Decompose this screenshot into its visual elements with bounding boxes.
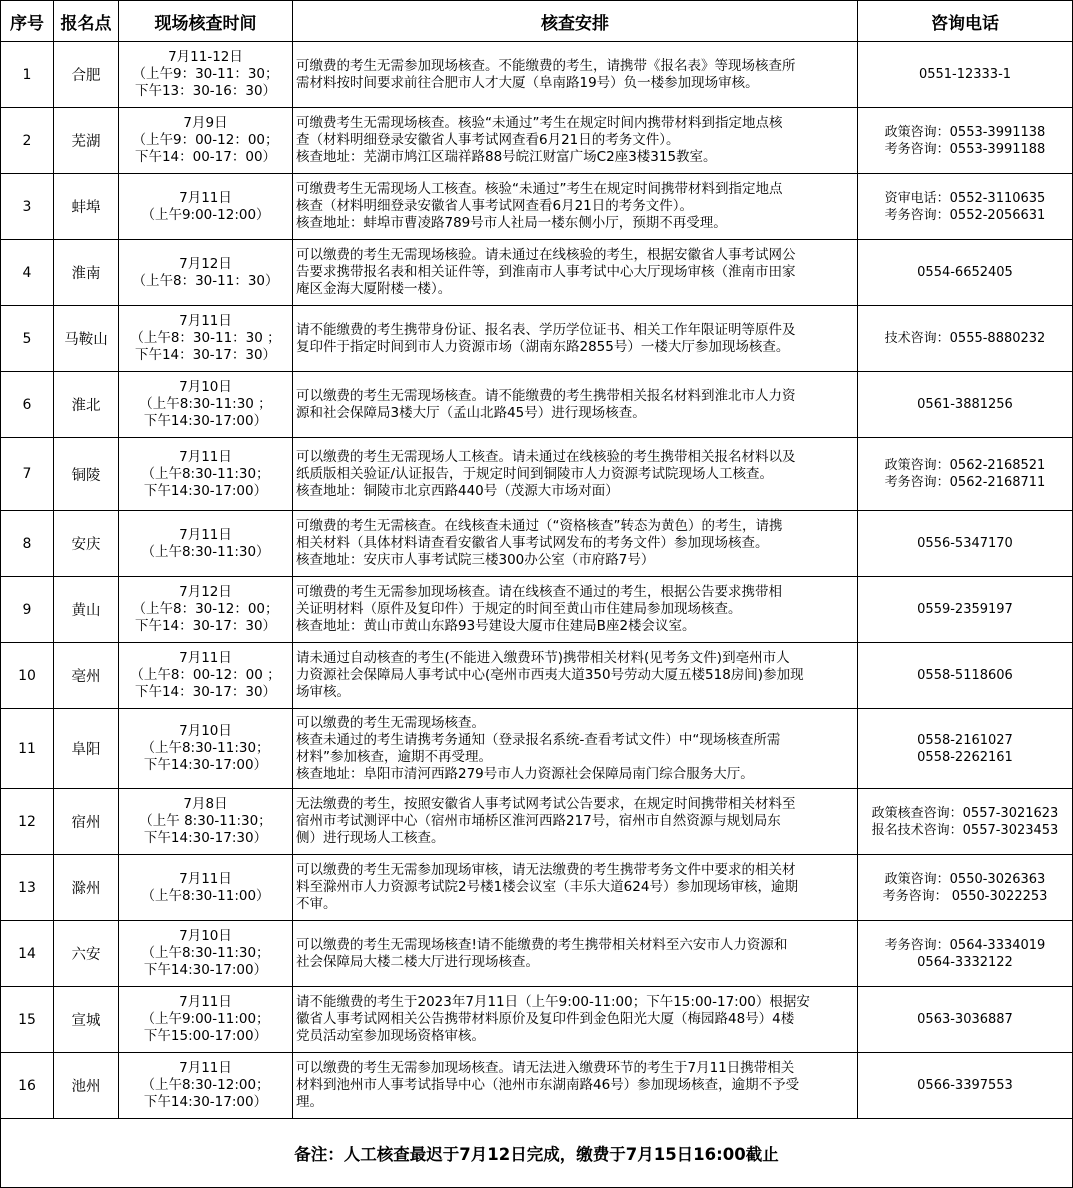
phone-line: 0554-6652405: [917, 265, 1013, 280]
phone-cell: [858, 789, 1073, 855]
time-line: 下午14:30-17:00）: [143, 962, 268, 978]
site-cell: 安庆: [54, 511, 119, 577]
seq-cell: 2: [1, 108, 54, 174]
phone-cell: [858, 174, 1073, 240]
time-line: 7月11-12日: [168, 49, 243, 65]
arrangement-line: 查（材料明细登录安徽省人事考试网查看6月21日的考务文件）。: [296, 132, 680, 148]
time-cell: [119, 438, 293, 511]
time-line: 7月11日: [179, 994, 232, 1010]
time-line: 7月10日: [179, 723, 232, 739]
site-cell: 铜陵: [54, 438, 119, 511]
phone-line: 0556-5347170: [917, 536, 1013, 551]
time-line: （上午8:30-11:30 ；: [139, 396, 272, 412]
header-phone: 咨询电话: [858, 1, 1073, 42]
table-body: [1, 42, 1073, 1119]
arrangement-line: 可以缴费的考生无需现场核查。: [296, 714, 485, 731]
footer-note: 备注：人工核查最迟于7月12日完成，缴费于7月15日16:00截止: [1, 1119, 1073, 1188]
phone-cell: [858, 921, 1073, 987]
table-row: [1, 240, 1073, 306]
seq-cell: 10: [1, 643, 54, 709]
phone-cell: [858, 306, 1073, 372]
arrangement-cell: [293, 42, 858, 108]
arrangement-line: 无法缴费的考生，按照安徽省人事考试网考试公告要求，在规定时间携带相关材料至: [296, 796, 796, 812]
time-cell: [119, 372, 293, 438]
header-arrangement: 核查安排: [293, 1, 858, 42]
arrangement-cell: [293, 1053, 858, 1119]
arrangement-line: 党员活动室参加现场资格审核。: [296, 1028, 485, 1044]
arrangement-line: 力资源社会保障局人事考试中心(亳州市西夷大道350号劳动大厦五楼518房间)参加现: [296, 667, 804, 683]
arrangement-cell: [293, 789, 858, 855]
header-time: 现场核查时间: [119, 1, 293, 42]
time-line: （上午9：30-11：30；: [132, 66, 279, 82]
time-line: 下午14:30-17:00）: [143, 482, 268, 499]
arrangement-cell: [293, 577, 858, 643]
arrangement-line: 请未通过自动核查的考生(不能进入缴费环节)携带相关材料(见考务文件)到亳州市人: [296, 650, 790, 666]
phone-line: 0561-3881256: [917, 397, 1013, 412]
table-row: [1, 921, 1073, 987]
arrangement-line: 可以缴费的考生无需参加现场审核，请无法缴费的考生携带考务文件中要求的相关材: [296, 862, 796, 878]
site-cell: 淮北: [54, 372, 119, 438]
site-cell: 马鞍山: [54, 306, 119, 372]
arrangement-cell: [293, 511, 858, 577]
time-line: 7月11日: [179, 1060, 232, 1076]
arrangement-cell: [293, 108, 858, 174]
header-seq: 序号: [1, 1, 54, 42]
arrangement-line: 侧）进行现场人工核查。: [296, 830, 445, 846]
time-line: （上午9:00-11:00；: [141, 1011, 270, 1027]
seq-cell: 4: [1, 240, 54, 306]
phone-line: 政策咨询：0562-2168521: [884, 458, 1046, 473]
phone-cell: [858, 42, 1073, 108]
phone-line: 报名技术咨询：0557-3023453: [871, 822, 1059, 838]
time-line: 下午15:00-17:00）: [143, 1028, 268, 1044]
time-line: 7月10日: [179, 379, 232, 395]
site-cell: 六安: [54, 921, 119, 987]
phone-cell: [858, 108, 1073, 174]
table-row: [1, 306, 1073, 372]
arrangement-line: 料至滁州市人力资源考试院2号楼1楼会议室（丰乐大道624号）参加现场审核，逾期: [296, 879, 798, 895]
time-cell: [119, 174, 293, 240]
phone-line: 考务咨询：0564-3334019: [884, 937, 1046, 953]
site-cell: 蚌埠: [54, 174, 119, 240]
arrangement-line: 场审核。: [296, 684, 350, 700]
arrangement-line: 可缴费考生无需现场核查。核验“未通过”考生在规定时间内携带材料到指定地点核: [296, 115, 783, 131]
arrangement-line: 可以缴费的考生无需现场核查。请不能缴费的考生携带相关报名材料到淮北市人力资: [296, 387, 796, 404]
time-line: （上午8：30-11：30）: [132, 272, 279, 289]
arrangement-cell: [293, 921, 858, 987]
phone-cell: [858, 577, 1073, 643]
seq-cell: 1: [1, 42, 54, 108]
time-cell: [119, 577, 293, 643]
arrangement-line: 材料”参加核查，逾期不再受理。: [296, 748, 492, 765]
table-row: [1, 709, 1073, 789]
site-cell: 池州: [54, 1053, 119, 1119]
site-cell: 淮南: [54, 240, 119, 306]
phone-cell: [858, 511, 1073, 577]
site-cell: 阜阳: [54, 709, 119, 789]
time-line: （上午8:30-11:30；: [141, 740, 270, 756]
phone-line: 考务咨询：0553-3991188: [884, 141, 1046, 157]
arrangement-cell: [293, 372, 858, 438]
arrangement-line: 可以缴费的考生无需现场核查!请不能缴费的考生携带相关材料至六安市人力资源和: [296, 936, 788, 953]
time-cell: [119, 306, 293, 372]
phone-cell: [858, 643, 1073, 709]
arrangement-line: 庵区金海大厦附楼一楼）。: [296, 281, 452, 297]
arrangement-cell: [293, 643, 858, 709]
table-row: [1, 42, 1073, 108]
seq-cell: 14: [1, 921, 54, 987]
time-cell: [119, 108, 293, 174]
phone-cell: [858, 240, 1073, 306]
table-row: [1, 643, 1073, 709]
table-row: [1, 438, 1073, 511]
table-row: [1, 855, 1073, 921]
arrangement-line: 核查地址：蚌埠市曹凌路789号市人社局一楼东侧小厅，预期不再受理。: [296, 215, 727, 231]
seq-cell: 7: [1, 438, 54, 511]
time-cell: [119, 240, 293, 306]
phone-line: 0563-3036887: [917, 1012, 1013, 1027]
arrangement-cell: [293, 709, 858, 789]
arrangement-line: 可缴费考生无需现场人工核查。核验“未通过”考生在规定时间携带材料到指定地点: [296, 181, 783, 197]
time-cell: [119, 855, 293, 921]
time-line: 7月12日: [179, 584, 232, 600]
arrangement-line: 核查地址：阜阳市清河西路279号市人力资源社会保障局南门综合服务大厅。: [296, 765, 754, 782]
seq-cell: 5: [1, 306, 54, 372]
time-cell: [119, 1053, 293, 1119]
table-row: [1, 577, 1073, 643]
phone-line: 资审电话：0552-3110635: [884, 190, 1046, 206]
phone-cell: [858, 855, 1073, 921]
table-row: [1, 1053, 1073, 1119]
time-line: （上午8：30-12：00；: [132, 601, 279, 617]
time-line: 下午14:30-17:00）: [143, 413, 268, 429]
phone-line: 考务咨询： 0550-3022253: [882, 888, 1048, 904]
arrangement-cell: [293, 855, 858, 921]
arrangement-line: 材料到池州市人事考试指导中心（池州市东湖南路46号）参加现场核查，逾期不予受: [296, 1077, 800, 1093]
table-row: [1, 987, 1073, 1053]
arrangement-line: 可缴费的考生无需核查。在线核查未通过（“资格核查”转态为黄色）的考生，请携: [296, 518, 783, 534]
arrangement-line: 宿州市考试测评中心（宿州市埇桥区淮河西路217号，宿州市自然资源与规划局东: [296, 813, 781, 829]
time-line: 7月11日: [179, 313, 232, 329]
arrangement-line: 请不能缴费的考生于2023年7月11日（上午9:00-11:00；下午15:00-17:00）根据安: [296, 994, 810, 1010]
phone-cell: [858, 987, 1073, 1053]
table-row: [1, 372, 1073, 438]
time-cell: [119, 709, 293, 789]
arrangement-line: 可缴费的考生无需参加现场核查。不能缴费的考生，请携带《报名表》等现场核查所: [296, 57, 796, 74]
phone-cell: [858, 709, 1073, 789]
arrangement-line: 可缴费的考生无需参加现场核查。请在线核查不通过的考生，根据公告要求携带相: [296, 584, 782, 600]
arrangement-line: 可以缴费的考生无需现场人工核查。请未通过在线核验的考生携带相关报名材料以及: [296, 448, 796, 465]
seq-cell: 15: [1, 987, 54, 1053]
phone-line: 政策咨询：0553-3991138: [884, 124, 1046, 140]
time-line: （上午8:30-11:30）: [141, 543, 270, 560]
arrangement-line: 可以缴费的考生无需参加现场核查。请无法进入缴费环节的考生于7月11日携带相关: [296, 1060, 795, 1076]
seq-cell: 12: [1, 789, 54, 855]
arrangement-cell: [293, 306, 858, 372]
table-row: [1, 108, 1073, 174]
phone-line: 0558-5118606: [917, 668, 1013, 683]
time-cell: [119, 42, 293, 108]
site-cell: 宣城: [54, 987, 119, 1053]
table-row: [1, 511, 1073, 577]
arrangement-cell: [293, 174, 858, 240]
arrangement-line: 徽省人事考试网相关公告携带材料原价及复印件到金色阳光大厦（梅园路48号）4楼: [296, 1011, 795, 1027]
phone-cell: [858, 1053, 1073, 1119]
time-line: （上午8：30-11：30 ；: [130, 330, 281, 346]
phone-line: 0558-2262161: [917, 749, 1013, 765]
table-row: [1, 789, 1073, 855]
footer-row: [1, 1119, 1073, 1188]
site-cell: 合肥: [54, 42, 119, 108]
phone-line: 技术咨询：0555-8880232: [884, 331, 1046, 346]
time-line: 7月11日: [179, 526, 232, 543]
time-line: （上午8:30-11:30；: [141, 945, 270, 961]
phone-line: 0551-12333-1: [918, 67, 1012, 82]
phone-line: 考务咨询：0562-2168711: [884, 475, 1046, 490]
arrangement-line: 相关材料（具体材料请查看安徽省人事考试网发布的考务文件）参加现场核查。: [296, 535, 769, 551]
seq-cell: 13: [1, 855, 54, 921]
site-cell: 黄山: [54, 577, 119, 643]
time-line: 下午13：30-16：30）: [134, 83, 277, 99]
time-line: 下午14：30-17：30）: [134, 684, 277, 700]
time-line: 7月10日: [179, 928, 232, 944]
seq-cell: 8: [1, 511, 54, 577]
header-row: [1, 1, 1073, 42]
arrangement-line: 理。: [296, 1094, 323, 1110]
time-line: （上午8:30-11:30；: [141, 465, 270, 482]
arrangement-line: 告要求携带报名表和相关证件等，到淮南市人事考试中心大厅现场审核（淮南市田家: [296, 264, 796, 280]
arrangement-line: 可以缴费的考生无需现场核验。请未通过在线核验的考生，根据安徽省人事考试网公: [296, 247, 796, 263]
site-cell: 芜湖: [54, 108, 119, 174]
time-line: 下午14:30-17:30）: [143, 830, 268, 846]
time-line: （上午 8:30-11:30；: [139, 813, 272, 829]
arrangement-line: 核查地址：黄山市黄山东路93号建设大厦市住建局B座2楼会议室。: [296, 618, 696, 634]
time-line: 7月12日: [179, 255, 232, 272]
arrangement-line: 源和社会保障局3楼大厅（孟山北路45号）进行现场核查。: [296, 404, 646, 421]
time-line: 7月11日: [179, 189, 232, 206]
time-line: 下午14：30-17：30）: [134, 347, 277, 363]
time-line: 下午14：30-17：30）: [134, 618, 277, 634]
phone-cell: [858, 438, 1073, 511]
time-line: 下午14:30-17:00）: [143, 757, 268, 773]
phone-line: 政策核查咨询：0557-3021623: [871, 805, 1059, 821]
time-line: （上午9：00-12：00；: [132, 132, 279, 148]
time-line: 7月11日: [179, 448, 232, 465]
arrangement-line: 核查地址：铜陵市北京西路440号（茂源大市场对面）: [296, 482, 619, 499]
phone-line: 政策咨询：0550-3026363: [884, 871, 1046, 887]
phone-line: 考务咨询：0552-2056631: [884, 207, 1046, 223]
seq-cell: 6: [1, 372, 54, 438]
arrangement-line: 社会保障局大楼二楼大厅进行现场核查。: [296, 953, 539, 970]
time-cell: [119, 921, 293, 987]
site-cell: 亳州: [54, 643, 119, 709]
time-line: 7月11日: [179, 650, 232, 666]
time-line: （上午9:00-12:00）: [141, 206, 270, 223]
site-cell: 滁州: [54, 855, 119, 921]
time-line: 7月11日: [179, 870, 232, 887]
seq-cell: 3: [1, 174, 54, 240]
time-cell: [119, 643, 293, 709]
time-line: （上午8：00-12：00 ；: [130, 667, 281, 683]
time-cell: [119, 789, 293, 855]
seq-cell: 9: [1, 577, 54, 643]
arrangement-line: 需材料按时间要求前往合肥市人才大厦（阜南路19号）负一楼参加现场审核。: [296, 74, 759, 91]
arrangement-line: 关证明材料（原件及复印件）于规定的时间至黄山市住建局参加现场核查。: [296, 601, 742, 617]
phone-line: 0566-3397553: [917, 1078, 1013, 1093]
arrangement-line: 复印件于指定时间到市人力资源市场（湖南东路2855号）一楼大厅参加现场核查。: [296, 338, 790, 355]
arrangement-cell: [293, 240, 858, 306]
arrangement-line: 纸质版相关验证/认证报告，于规定时间到铜陵市人力资源考试院现场人工核查。: [296, 465, 774, 482]
phone-cell: [858, 372, 1073, 438]
seq-cell: 16: [1, 1053, 54, 1119]
table-row: [1, 174, 1073, 240]
arrangement-cell: [293, 987, 858, 1053]
time-line: 7月9日: [183, 115, 228, 131]
header-site: 报名点: [54, 1, 119, 42]
time-line: （上午8:30-11:00）: [141, 887, 270, 904]
arrangement-line: 请不能缴费的考生携带身份证、报名表、学历学位证书、相关工作年限证明等原件及: [296, 321, 796, 338]
phone-line: 0559-2359197: [917, 602, 1013, 617]
arrangement-line: 不审。: [296, 896, 337, 912]
arrangement-cell: [293, 438, 858, 511]
phone-line: 0558-2161027: [917, 732, 1013, 748]
seq-cell: 11: [1, 709, 54, 789]
time-line: 下午14：00-17：00）: [134, 149, 277, 165]
arrangement-line: 核查（材料明细登录安徽省人事考试网查看6月21日的考务文件）。: [296, 198, 694, 214]
site-cell: 宿州: [54, 789, 119, 855]
arrangement-line: 核查未通过的考生请携考务通知（登录报名系统-查看考试文件）中“现场核查所需: [296, 731, 781, 748]
time-line: （上午8:30-12:00；: [141, 1077, 270, 1093]
arrangement-line: 核查地址：安庆市人事考试院三楼300办公室（市府路7号）: [296, 552, 655, 568]
time-line: 下午14:30-17:00）: [143, 1094, 268, 1110]
time-cell: [119, 511, 293, 577]
phone-line: 0564-3332122: [917, 954, 1013, 970]
time-cell: [119, 987, 293, 1053]
arrangement-line: 核查地址：芜湖市鸠江区瑞祥路88号皖江财富广场C2座3楼315教室。: [296, 149, 717, 165]
time-line: 7月8日: [183, 796, 228, 812]
